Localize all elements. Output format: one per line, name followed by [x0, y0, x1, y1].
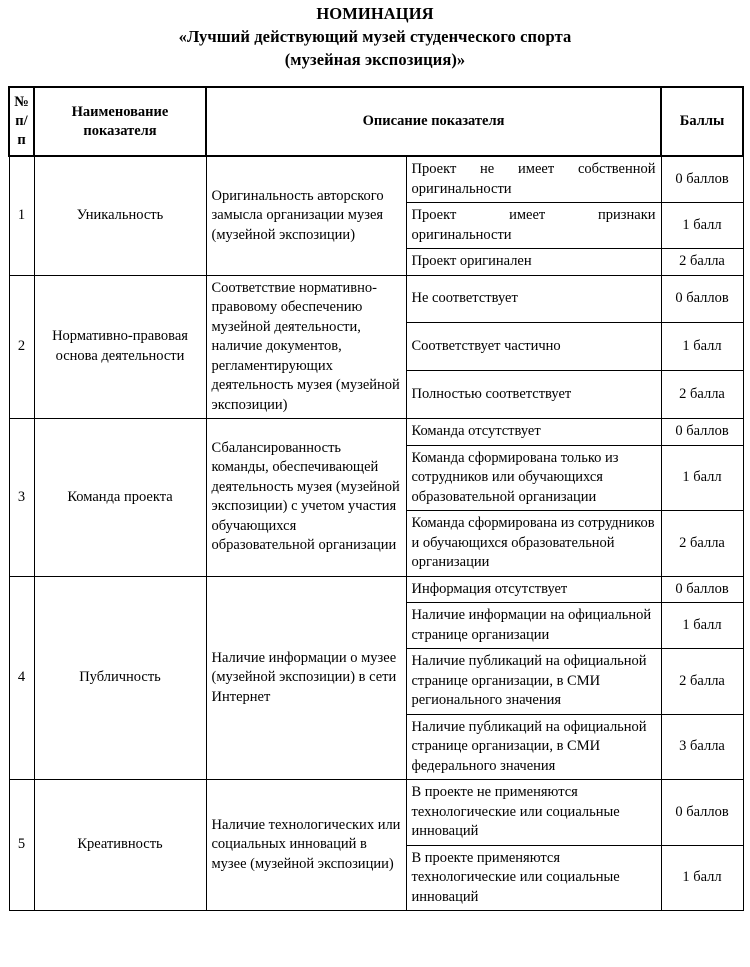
cell-criterion-score: 0 баллов	[661, 275, 743, 323]
page-subtitle-line-2: (музейная экспозиция)»	[284, 50, 466, 69]
column-header-description: Описание показателя	[206, 87, 661, 156]
table-row	[9, 419, 743, 446]
cell-criterion-score: 0 баллов	[661, 780, 743, 846]
table-row	[9, 576, 743, 603]
cell-criterion-score: 2 балла	[661, 649, 743, 715]
cell-indicator-description: Сбалансированность команды, обеспечивающей деятельность музея (музейной экспозиции) с учетом участия обучающихся образовательной организации	[206, 419, 406, 577]
table-row	[9, 780, 743, 846]
cell-row-number: 4	[9, 576, 34, 780]
cell-indicator-name: Публичность	[34, 576, 206, 780]
column-header-number-line-2: п/п	[15, 113, 28, 148]
column-header-name: Наименование показателя	[34, 87, 206, 156]
criteria-table-wrapper	[0, 86, 750, 911]
cell-criterion-text: Проект не имеет собственной оригинальности	[406, 156, 661, 203]
criteria-table	[8, 86, 744, 911]
cell-criterion-score: 1 балл	[661, 845, 743, 911]
cell-criterion-text: Наличие информации на официальной странице организации	[406, 603, 661, 649]
column-header-number-line-1: №	[14, 94, 29, 110]
column-header-number	[9, 87, 34, 156]
page-title: НОМИНАЦИЯ	[316, 4, 434, 23]
cell-indicator-name: Нормативно-правовая основа деятельности	[34, 275, 206, 419]
cell-criterion-text: Не соответствует	[406, 275, 661, 323]
cell-row-number: 1	[9, 156, 34, 275]
cell-criterion-score: 2 балла	[661, 371, 743, 419]
table-header-row	[9, 87, 743, 156]
column-header-score: Баллы	[661, 87, 743, 156]
cell-criterion-text: Команда сформирована из сотрудников и обучающихся образовательной организации	[406, 511, 661, 577]
cell-criterion-text: Наличие публикаций на официальной странице организации, в СМИ регионального значения	[406, 649, 661, 715]
cell-indicator-description: Наличие информации о музее (музейной экспозиции) в сети Интернет	[206, 576, 406, 780]
cell-criterion-text: Наличие публикаций на официальной странице организации, в СМИ федерального значения	[406, 714, 661, 780]
cell-criterion-score: 2 балла	[661, 249, 743, 276]
cell-indicator-name: Команда проекта	[34, 419, 206, 577]
cell-criterion-score: 1 балл	[661, 603, 743, 649]
table-body	[9, 156, 743, 911]
table-row	[9, 156, 743, 203]
cell-indicator-description: Оригинальность авторского замысла организации музея (музейной экспозиции)	[206, 156, 406, 275]
table-row	[9, 275, 743, 323]
cell-row-number: 2	[9, 275, 34, 419]
cell-criterion-score: 0 баллов	[661, 576, 743, 603]
cell-row-number: 5	[9, 780, 34, 911]
cell-criterion-text: Соответствует частично	[406, 323, 661, 371]
cell-criterion-text: Полностью соответствует	[406, 371, 661, 419]
cell-criterion-score: 2 балла	[661, 511, 743, 577]
page-subtitle-line-1: «Лучший действующий музей студенческого спорта	[178, 27, 572, 46]
cell-criterion-score: 0 баллов	[661, 419, 743, 446]
cell-criterion-text: В проекте применяются технологические или социальные инноваций	[406, 845, 661, 911]
cell-criterion-score: 1 балл	[661, 203, 743, 249]
document-title-block	[0, 0, 750, 71]
cell-criterion-text: Команда сформирована только из сотрудников или обучающихся образовательной организации	[406, 445, 661, 511]
cell-criterion-text: Команда отсутствует	[406, 419, 661, 446]
cell-indicator-name: Креативность	[34, 780, 206, 911]
cell-row-number: 3	[9, 419, 34, 577]
cell-indicator-description: Соответствие нормативно-правовому обеспечению музейной деятельности, наличие документов, регламентирующих деятельность музея (музейной экспозиции)	[206, 275, 406, 419]
cell-indicator-description: Наличие технологических или социальных инноваций в музее (музейной экспозиции)	[206, 780, 406, 911]
cell-indicator-name: Уникальность	[34, 156, 206, 275]
cell-criterion-text: Проект оригинален	[406, 249, 661, 276]
cell-criterion-text: В проекте не применяются технологические или социальные инноваций	[406, 780, 661, 846]
cell-criterion-score: 1 балл	[661, 445, 743, 511]
cell-criterion-text: Проект имеет признаки оригинальности	[406, 203, 661, 249]
cell-criterion-score: 0 баллов	[661, 156, 743, 203]
cell-criterion-score: 3 балла	[661, 714, 743, 780]
table-header	[9, 87, 743, 156]
cell-criterion-score: 1 балл	[661, 323, 743, 371]
cell-criterion-text: Информация отсутствует	[406, 576, 661, 603]
